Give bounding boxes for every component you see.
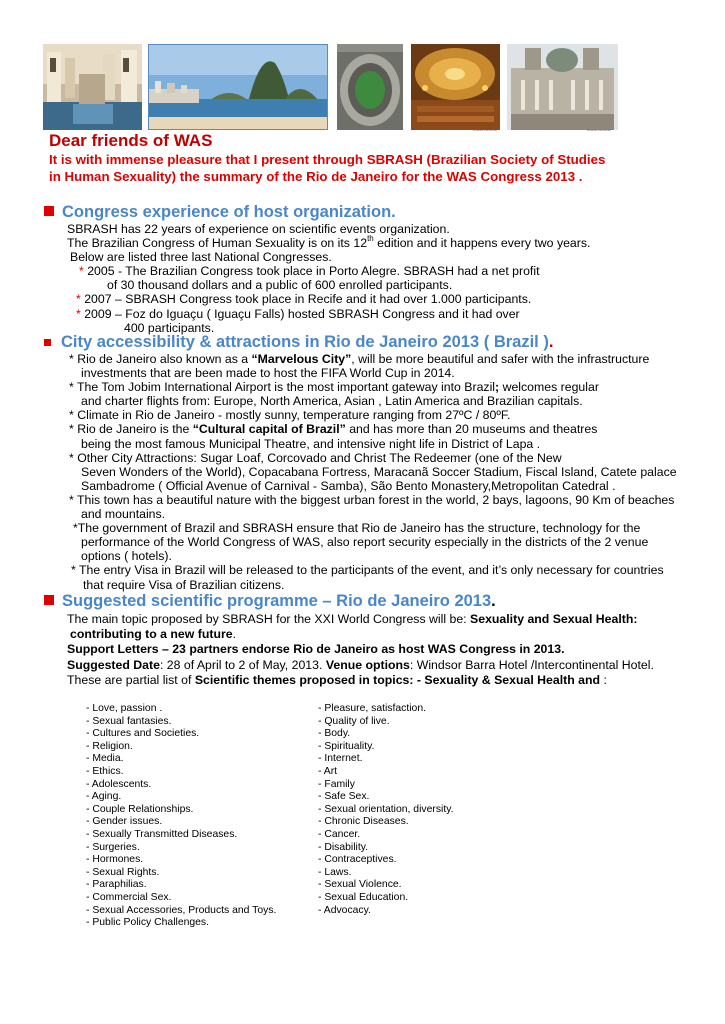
theatre-interior-photo xyxy=(411,44,500,130)
topic-item: - Body. xyxy=(318,728,351,740)
palace-courtyard-photo xyxy=(43,44,142,130)
topic-item: - Sexual Rights. xyxy=(86,866,160,878)
topic-item: - Gender issues. xyxy=(86,816,163,828)
topic-item: - Sexual Violence. xyxy=(318,879,402,891)
topic-item: - Laws. xyxy=(318,866,352,878)
intro-paragraph: It is with immense pleasure that I present through SBRASH (Brazilian Society of Studies in Human Sexuality) the summary of the Rio de Janeiro for the WAS Congress 2013 . xyxy=(49,152,606,184)
topic-item: - Adolescents. xyxy=(86,778,152,790)
greeting-heading: Dear friends of WAS xyxy=(49,131,213,150)
topic-item: - Media. xyxy=(86,753,124,765)
topic-item: - Commercial Sex. xyxy=(86,891,172,903)
topic-item: - Chronic Diseases. xyxy=(318,816,409,828)
topic-item: - Pleasure, satisfaction. xyxy=(318,703,426,714)
topic-item: - Contraceptives. xyxy=(318,854,397,866)
topic-item: - Sexual orientation, diversity. xyxy=(318,803,454,815)
section-scientific-programme-body: The main topic proposed by SBRASH for the XXI World Congress will be: Sexuality and Sexual Health: contributing to a new future. Support Letters – 23 partners endorse Rio de Janeiro as host WAS Congress in 2013. Suggested Date: 28 of April to 2 of May, 2013. Venue options: Windsor Barra Hotel /Intercontinental Hotel. These are partial list of Scientific themes proposed in topics: - Sexuality & Sexual Health and : xyxy=(67,612,654,687)
topics-list-left xyxy=(86,703,276,930)
topic-item: - Religion. xyxy=(86,740,133,752)
topic-item: - Ethics. xyxy=(86,765,124,777)
section-city-accessibility-heading: City accessibility & attractions in Rio de Janeiro 2013 ( Brazil ). xyxy=(44,333,553,352)
topic-item: - Sexual fantasies. xyxy=(86,715,172,727)
topic-item: - Cultures and Societies. xyxy=(86,728,200,740)
topic-item: - Spirituality. xyxy=(318,740,375,752)
topic-item: - Disability. xyxy=(318,841,369,853)
topic-item: - Art xyxy=(318,765,338,777)
photo-credit: Ricardo Zerrenner xyxy=(473,128,498,132)
topics-list-right xyxy=(318,703,454,917)
red-square-bullet-icon xyxy=(44,206,54,216)
sugar-loaf-bay-photo xyxy=(148,44,328,130)
red-square-bullet-icon xyxy=(44,595,54,605)
section-scientific-programme-heading: Suggested scientific programme – Rio de Janeiro 2013. xyxy=(44,592,496,611)
topic-item: - Sexual Education. xyxy=(318,891,409,903)
red-square-bullet-icon xyxy=(44,339,51,346)
photo-credit: Ricardo Zerrenner xyxy=(587,128,612,132)
topic-item: - Advocacy. xyxy=(318,904,371,916)
topic-item: - Couple Relationships. xyxy=(86,803,194,815)
section-congress-experience-heading: Congress experience of host organization. xyxy=(44,203,396,222)
topic-item: - Aging. xyxy=(86,791,122,803)
topic-item: - Internet. xyxy=(318,753,363,765)
topic-item: - Safe Sex. xyxy=(318,791,370,803)
topic-item: - Sexual Accessories, Products and Toys. xyxy=(86,904,277,916)
maracana-stadium-photo xyxy=(337,44,403,130)
topic-item: - Sexually Transmitted Diseases. xyxy=(86,828,238,840)
topic-item: - Family xyxy=(318,778,355,790)
topic-item: - Cancer. xyxy=(318,828,361,840)
topic-item: - Surgeries. xyxy=(86,841,140,853)
topic-item: - Public Policy Challenges. xyxy=(86,917,210,929)
municipal-theatre-facade-photo xyxy=(507,44,618,130)
section-city-accessibility-body: * Rio de Janeiro also known as a “Marvelous City”, will be more beautiful and safer with the infrastructure investments that are been made to host the FIFA World Cup in 2014. * The Tom Jobim International Airport is the most important gateway into Brazil; welcomes regular and charter flights from: Europe, North America, Asian , Latin America and Brazilian capitals. * Climate in Rio de Janeiro - mostly sunny, temperature ranging from 27ºC / 80ºF. * Rio de Janeiro is the “Cultural capital of Brazil” and has more than 20 museums and theatres being the most famous Municipal Theatre, and intensive night life in District of Lapa . * Other City Attractions: Sugar Loaf, Corcovado and Christ The Redeemer (one of the New Seven Wonders of the World), Copacabana Fortress, Maracanã Soccer Stadium, Fiscal Island, Catete palace Sambadrome ( Official Avenue of Carnival - Samba), São Bento Monastery,Metropolitan Catedral . * This town has a beautiful nature with the biggest urban forest in the world, 2 bays, lagoons, 90 Km of beaches and mountains. *The government of Brazil and SBRASH ensure that Rio de Janeiro has the structure, technology for the performance of the World Congress of WAS, also report security especially in the districts of the 2 venue options ( hotels). * The entry Visa in Brazil will be released to the participants of the event, and it’s only necessary for countries that require Visa of Brazilian citizens. xyxy=(69,352,677,592)
section-congress-experience-body: SBRASH has 22 years of experience on scientific events organization. The Brazilian Congress of Human Sexuality is on its 12th edition and it happens every two years. Below are listed three last National Congresses. * 2005 - The Brazilian Congress took place in Porto Alegre. SBRASH had a net profit of 30 thousand dollars and a public of 600 enrolled participants. * 2007 – SBRASH Congress took place in Recife and it had over 1.000 participants. * 2009 – Foz do Iguaçu ( Iguaçu Falls) hosted SBRASH Congress and it had over 400 participants. xyxy=(67,222,591,335)
topic-item: - Hormones. xyxy=(86,854,144,866)
topic-item: - Paraphilias. xyxy=(86,879,147,891)
photo-strip xyxy=(43,44,618,130)
topic-item: - Quality of live. xyxy=(318,715,390,727)
topic-item: - Love, passion . xyxy=(86,703,163,714)
